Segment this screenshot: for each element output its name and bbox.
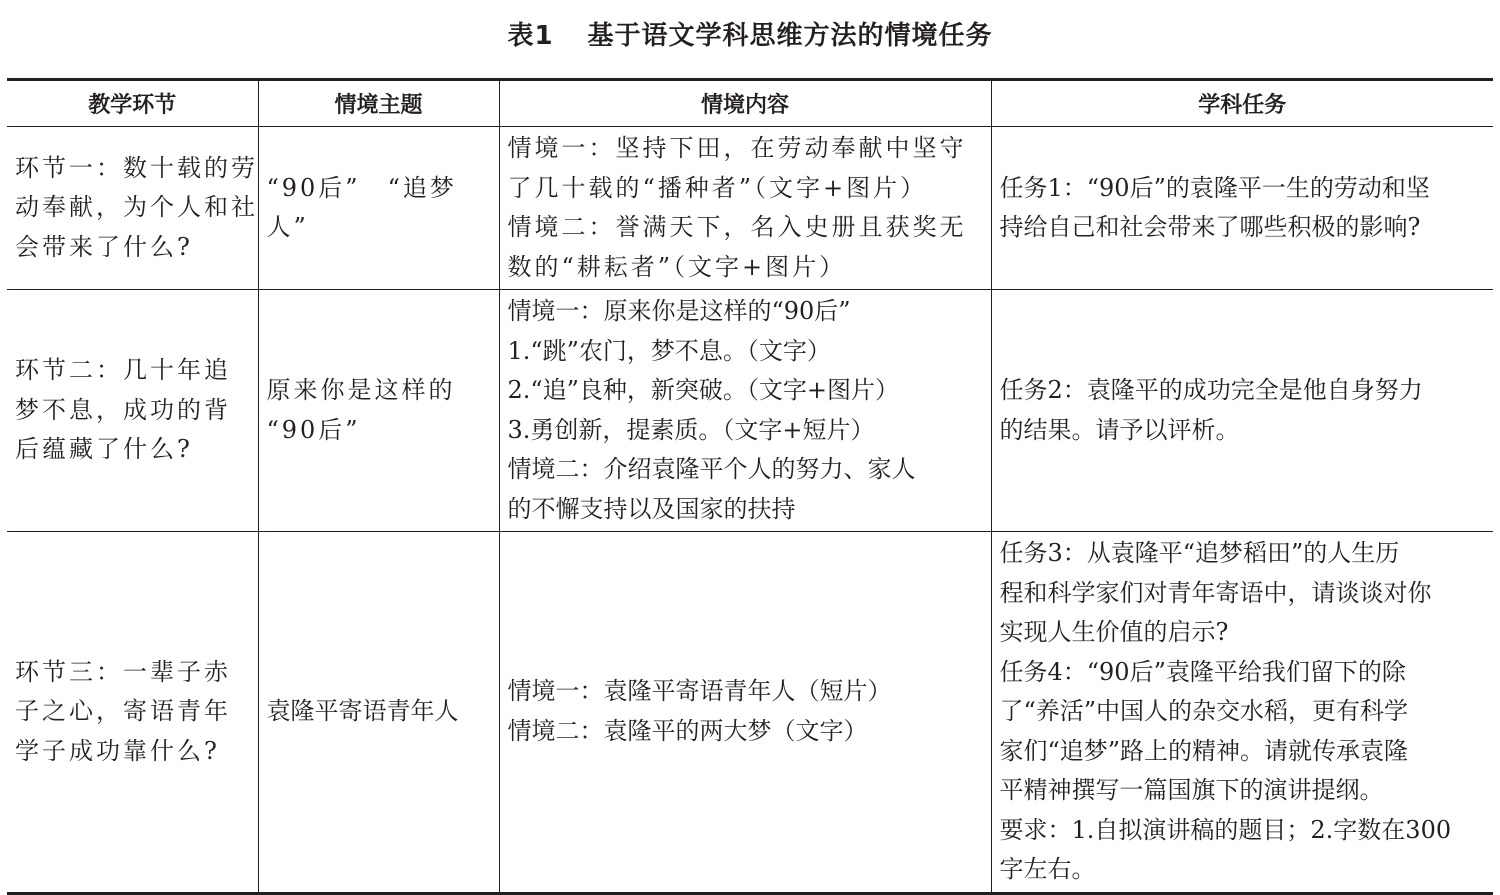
cell-line: 学子成功靠什么? bbox=[15, 736, 220, 765]
cell-line: 会带来了什么? bbox=[15, 232, 193, 261]
cell-line: 情境二：誉满天下，名入史册且获奖无 bbox=[507, 213, 967, 241]
theme-cell bbox=[258, 532, 499, 894]
cell-line: 任务3：从袁隆平“追梦稻田”的人生历 bbox=[999, 539, 1400, 567]
content-cell bbox=[499, 532, 991, 894]
cell-line: 的结果。请予以评析。 bbox=[999, 415, 1240, 444]
theme-cell bbox=[258, 290, 499, 532]
cell-line: “90后” bbox=[266, 415, 361, 444]
cell-line: 字左右。 bbox=[999, 855, 1096, 883]
column-header-content: 情境内容 bbox=[499, 80, 991, 127]
cell-line: 动奉献，为个人和社 bbox=[15, 193, 258, 222]
table-title: 基于语文学科思维方法的情境任务 bbox=[587, 21, 993, 51]
cell-line: 任务4：“90后”袁隆平给我们留下的除 bbox=[999, 657, 1406, 686]
cell-line: 2.“追”良种，新突破。（文字+图片） bbox=[507, 376, 900, 404]
content-cell bbox=[499, 127, 991, 290]
cell-line: 数的“耕耘者”（文字+图片） bbox=[507, 252, 847, 281]
cell-line: 程和科学家们对青年寄语中，请谈谈对你 bbox=[999, 578, 1432, 607]
cell-line: 原来你是这样的 bbox=[266, 376, 456, 404]
cell-line: 3.勇创新，提素质。（文字+短片） bbox=[507, 415, 875, 444]
cell-line: 情境一：袁隆平寄语青年人（短片） bbox=[507, 677, 892, 706]
cell-line: 要求：1.自拟演讲稿的题目；2.字数在300 bbox=[999, 815, 1452, 844]
task-cell bbox=[991, 532, 1493, 894]
stage-cell bbox=[7, 532, 258, 894]
table-row bbox=[7, 290, 1493, 532]
cell-line: 情境一：原来你是这样的“90后” bbox=[507, 297, 851, 325]
cell-line: 环节二：几十年追 bbox=[15, 356, 231, 385]
column-header-theme: 情境主题 bbox=[258, 80, 499, 127]
cell-line: 的不懈支持以及国家的扶持 bbox=[507, 494, 796, 523]
column-header-stage: 教学环节 bbox=[7, 80, 258, 127]
cell-line: 实现人生价值的启示? bbox=[999, 618, 1229, 646]
table-caption bbox=[0, 14, 1500, 58]
cell-line: 任务1：“90后”的袁隆平一生的劳动和坚 bbox=[999, 173, 1430, 202]
column-header-task: 学科任务 bbox=[991, 80, 1493, 127]
task-cell bbox=[991, 127, 1493, 290]
cell-line: 环节三：一辈子赤 bbox=[15, 657, 231, 686]
cell-line: 情境一：坚持下田，在劳动奉献中坚守 bbox=[507, 134, 967, 162]
cell-line: 持给自己和社会带来了哪些积极的影响? bbox=[999, 213, 1421, 241]
cell-line: 环节一：数十载的劳 bbox=[15, 153, 258, 182]
theme-cell bbox=[258, 127, 499, 290]
cell-line: 子之心，寄语青年 bbox=[15, 697, 231, 725]
cell-line: 任务2：袁隆平的成功完全是他自身努力 bbox=[999, 376, 1423, 404]
cell-line: 情境二：袁隆平的两大梦（文字） bbox=[507, 716, 868, 745]
situation-task-table bbox=[7, 78, 1493, 895]
task-cell bbox=[991, 290, 1493, 532]
cell-line: 了几十载的“播种者”（文字+图片） bbox=[507, 173, 928, 202]
stage-cell bbox=[7, 290, 258, 532]
cell-line: 后蕴藏了什么? bbox=[15, 435, 193, 464]
cell-line: 袁隆平寄语青年人 bbox=[266, 697, 459, 725]
cell-line: 情境二：介绍袁隆平个人的努力、家人 bbox=[507, 455, 916, 483]
content-cell bbox=[499, 290, 991, 532]
table-row bbox=[7, 532, 1493, 894]
header-row bbox=[7, 80, 1493, 127]
cell-line: 家们“追梦”路上的精神。请就传承袁隆 bbox=[999, 736, 1409, 765]
cell-line: “90后” “追梦 bbox=[266, 173, 457, 202]
cell-line: 1.“跳”农门，梦不息。（文字） bbox=[507, 336, 831, 365]
cell-line: 平精神撰写一篇国旗下的演讲提纲。 bbox=[999, 776, 1384, 804]
cell-line: 梦不息，成功的背 bbox=[15, 395, 231, 424]
table-number: 表1 bbox=[507, 21, 554, 51]
cell-line: 了“养活”中国人的杂交水稻，更有科学 bbox=[999, 697, 1409, 725]
cell-line: 人” bbox=[266, 213, 309, 241]
stage-cell bbox=[7, 127, 258, 290]
table-row bbox=[7, 127, 1493, 290]
